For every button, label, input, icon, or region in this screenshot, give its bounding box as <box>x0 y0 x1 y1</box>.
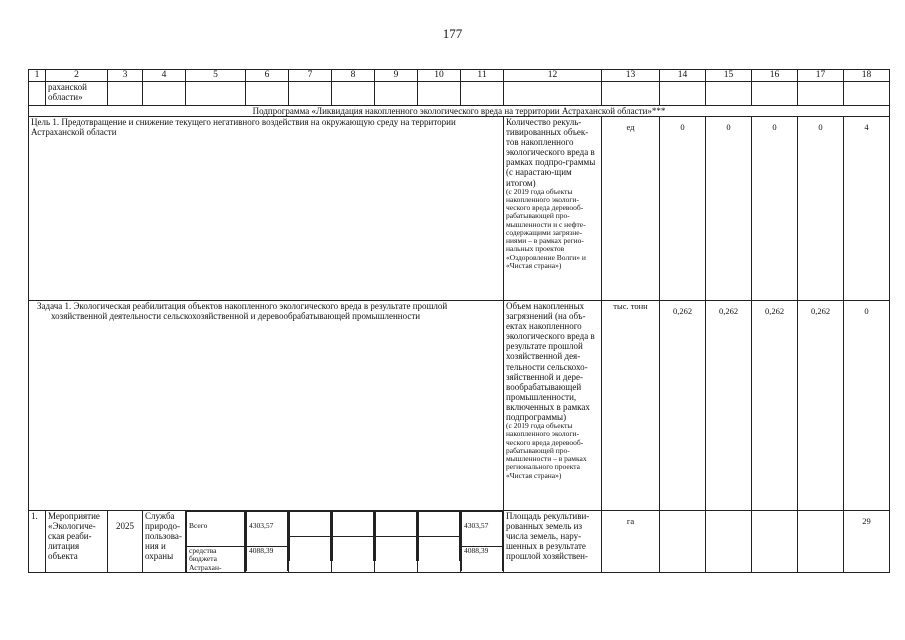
measure-amount-col8 <box>332 511 375 573</box>
empty-cell <box>461 82 504 106</box>
measure-value: 29 <box>844 511 890 573</box>
empty-cell <box>246 82 289 106</box>
empty-cell <box>798 511 844 573</box>
col-header: 5 <box>186 70 246 82</box>
empty-cell <box>418 82 461 106</box>
col-header: 14 <box>660 70 706 82</box>
measure-amount-col9 <box>375 511 418 573</box>
goal-value: 4 <box>844 117 890 301</box>
col-header: 8 <box>332 70 375 82</box>
amount-total: 4303,57 <box>462 512 503 547</box>
col-header: 15 <box>706 70 752 82</box>
empty-cell <box>375 82 418 106</box>
measure-amount-col10 <box>418 511 461 573</box>
empty-cell <box>752 82 798 106</box>
subprogram-row <box>29 106 890 117</box>
col-header: 2 <box>46 70 108 82</box>
amount-budget: 4088,39 <box>247 547 288 572</box>
measure-fin-source <box>186 511 246 573</box>
empty-cell <box>602 82 660 106</box>
empty-cell <box>798 82 844 106</box>
subprogram-title: Подпрограмма «Ликвидация накопленного экологического вреда на территории Астраханской области»*** <box>29 106 890 117</box>
task-indicator <box>504 301 602 511</box>
col-header: 16 <box>752 70 798 82</box>
continued-row <box>29 82 890 106</box>
task-value: 0 <box>844 301 890 511</box>
goal-value: 0 <box>798 117 844 301</box>
goal-indicator-note: (с 2019 года объекты накопленного экологи-ческого вреда деревооб-рабатывающей про-мышленности и с нефте-содержащими загрязне-ниями – в рамках регио-нальных проектов «Оздоровление Волги» и «Чистая страна») <box>506 186 586 270</box>
goal-value: 0 <box>752 117 798 301</box>
empty-cell <box>752 511 798 573</box>
empty-cell <box>504 82 602 106</box>
empty-cell <box>706 82 752 106</box>
amount-budget: 4088,39 <box>462 547 503 572</box>
measure-number: 1. <box>29 511 46 573</box>
empty-cell <box>186 82 246 106</box>
continued-name-cell: раханской области» <box>46 82 108 106</box>
empty-cell <box>332 82 375 106</box>
goal-value: 0 <box>660 117 706 301</box>
goal-value: 0 <box>706 117 752 301</box>
empty-cell <box>844 82 890 106</box>
measure-amount-col6 <box>246 511 289 573</box>
col-header: 4 <box>143 70 186 82</box>
measure-unit: га <box>602 511 660 573</box>
goal-row <box>29 117 890 301</box>
task-value: 0,262 <box>798 301 844 511</box>
program-indicators-table <box>28 69 890 573</box>
task-text: Задача 1. Экологическая реабилитация объектов накопленного экологического вреда в результате прошлой хозяйственной деятельности сельскохозяйственной и деревообрабатывающей промышленности <box>29 301 504 511</box>
empty-cell <box>29 82 46 106</box>
column-number-row <box>29 70 890 82</box>
goal-unit: ед <box>602 117 660 301</box>
task-unit: тыс. тонн <box>602 301 660 511</box>
empty-cell <box>660 511 706 573</box>
task-indicator-main: Объем накопленных загрязнений (на объ-ектах накопленного экологического вреда в результате прошлой хозяйственной дея-тельности сельскохо-зяйственной и дере-вообрабатывающей промышленности, включенных в рамках подпрограммы) <box>506 301 595 422</box>
measure-year: 2025 <box>108 511 143 573</box>
goal-indicator-main: Количество рекуль-тивированных объек-тов накопленного экологического вреда в рамках подпро-граммы (с нарастаю-щим итогом) <box>506 117 596 188</box>
measure-amount-col7 <box>289 511 332 573</box>
col-header: 18 <box>844 70 890 82</box>
col-header: 1 <box>29 70 46 82</box>
empty-cell <box>143 82 186 106</box>
empty-cell <box>108 82 143 106</box>
measure-executor: Служба природо-пользова-ния и охраны <box>143 511 186 573</box>
col-header: 13 <box>602 70 660 82</box>
amount-total: 4303,57 <box>247 512 288 547</box>
fin-label-total: Всего <box>187 512 245 547</box>
measure-row <box>29 511 890 573</box>
col-header: 11 <box>461 70 504 82</box>
col-header: 3 <box>108 70 143 82</box>
fin-label-budget: средства бюджета Астрахан- <box>187 547 245 573</box>
col-header: 7 <box>289 70 332 82</box>
task-value: 0,262 <box>752 301 798 511</box>
task-indicator-note: (с 2019 года объекты накопленного экологи-ческого вреда деревооб-рабатывающей про-мышленности – в рамках регионального проекта «Чистая страна») <box>506 421 587 480</box>
goal-indicator <box>504 117 602 301</box>
empty-cell <box>289 82 332 106</box>
task-row <box>29 301 890 511</box>
task-value: 0,262 <box>706 301 752 511</box>
measure-amount-col11 <box>461 511 504 573</box>
col-header: 17 <box>798 70 844 82</box>
page-number: 177 <box>442 26 463 41</box>
col-header: 6 <box>246 70 289 82</box>
col-header: 10 <box>418 70 461 82</box>
col-header: 9 <box>375 70 418 82</box>
goal-text: Цель 1. Предотвращение и снижение текущего негативного воздействия на окружающую среду на территории Астраханской области <box>29 117 504 301</box>
col-header: 12 <box>504 70 602 82</box>
empty-cell <box>660 82 706 106</box>
empty-cell <box>706 511 752 573</box>
measure-name: Мероприятие «Экологиче-ская реаби-литация объекта <box>46 511 108 573</box>
measure-indicator: Площадь рекультиви-рованных земель из числа земель, нару-шенных в результате прошлой хозяйствен- <box>504 511 602 573</box>
task-value: 0,262 <box>660 301 706 511</box>
